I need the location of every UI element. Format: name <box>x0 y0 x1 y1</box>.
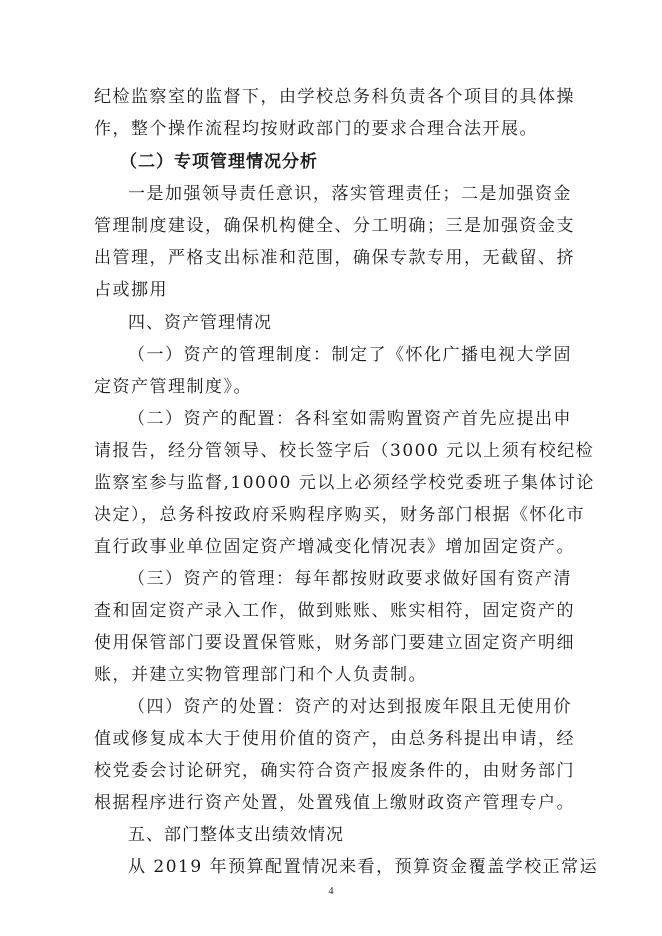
paragraph-line: 定资产管理制度》。 <box>94 377 252 397</box>
paragraph-line: 使用保管部门要设置保管账，财务部门要建立固定资产明细 <box>94 633 575 653</box>
paragraph-line: 值或修复成本大于使用价值的资产，由总务科提出申请，经 <box>94 729 575 749</box>
paragraph-line: 作，整个操作流程均按财政部门的要求合理合法开展。 <box>94 119 538 139</box>
paragraph-line: 纪检监察室的监督下，由学校总务科负责各个项目的具体操 <box>94 87 575 107</box>
page-number: 4 <box>328 886 334 897</box>
paragraph-line: （一）资产的管理制度：制定了《怀化广播电视大学固 <box>128 345 572 365</box>
paragraph-line: 一是加强领导责任意识，落实管理责任；二是加强资金 <box>128 184 572 204</box>
paragraph-line: 占或挪用 <box>94 280 168 300</box>
paragraph-line: 从 2019 年预算配置情况来看，预算资金覆盖学校正常运 <box>128 857 599 877</box>
paragraph-line: 根据程序进行资产处置，处置残值上缴财政资产管理专户。 <box>94 793 575 813</box>
paragraph-line: （二）资产的配置：各科室如需购置资产首先应提出申 <box>128 409 572 429</box>
paragraph-line: 请报告，经分管领导、校长签字后（3000 元以上须有校纪检 <box>94 441 595 461</box>
paragraph-line: 决定），总务科按政府采购程序购买，财务部门根据《怀化市 <box>94 505 585 525</box>
paragraph-line: 管理制度建设，确保机构健全、分工明确；三是加强资金支 <box>94 216 575 236</box>
paragraph-line: （四）资产的处置：资产的对达到报废年限且无使用价 <box>128 697 572 717</box>
section-heading: 四、资产管理情况 <box>128 313 272 333</box>
paragraph-line: 校党委会讨论研究，确实符合资产报废条件的，由财务部门 <box>94 761 575 781</box>
paragraph-line: 查和固定资产录入工作，做到账账、账实相符，固定资产的 <box>94 601 575 621</box>
paragraph-line: 账，并建立实物管理部门和个人负责制。 <box>94 665 427 685</box>
section-heading: （二）专项管理情况分析 <box>120 152 318 172</box>
paragraph-line: 出管理，严格支出标准和范围，确保专款专用，无截留、挤 <box>94 248 575 268</box>
paragraph-line: 直行政事业单位固定资产增减变化情况表》增加固定资产。 <box>94 537 575 557</box>
paragraph-line: 监察室参与监督,10000 元以上必须经学校党委班子集体讨论 <box>94 473 595 493</box>
paragraph-line: （三）资产的管理：每年都按财政要求做好国有资产清 <box>128 569 572 589</box>
section-heading: 五、部门整体支出绩效情况 <box>128 825 344 845</box>
